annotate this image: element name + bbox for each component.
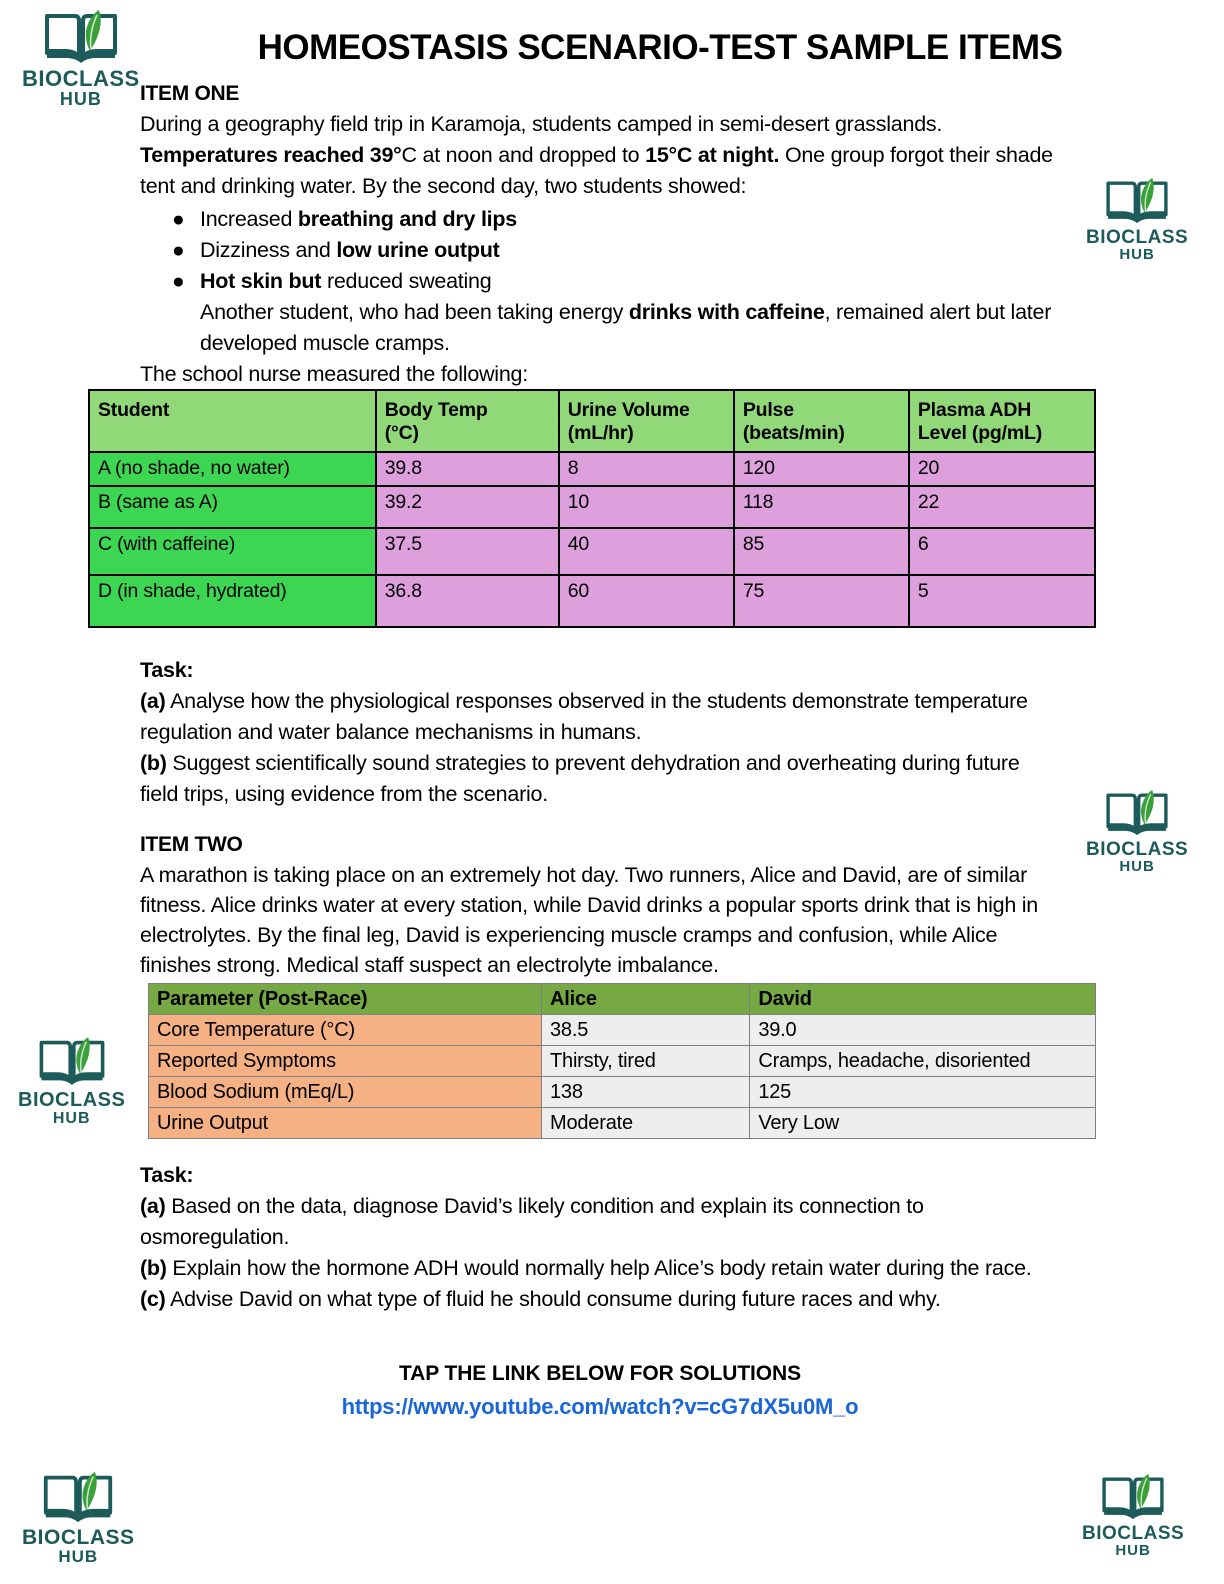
intro-temp-mid: C at noon and dropped to <box>401 143 646 167</box>
task-one-b-text: Suggest scientifically sound strategies to prevent dehydration and overheating during future field trips, using evidence from the scenario. <box>140 751 1020 806</box>
task-one-a <box>140 686 1060 748</box>
cell-body-temp: 36.8 <box>376 575 559 627</box>
cell-urine-volume: 40 <box>559 528 734 575</box>
col-student <box>89 390 376 452</box>
task-one-b-marker: (b) <box>140 751 167 775</box>
cell-pulse: 85 <box>734 528 909 575</box>
intro-temp-tail: One group forgot their shade tent and drinking water. By the second day, two students showed: <box>140 143 1053 198</box>
col-student-line1: Student <box>98 399 170 421</box>
cell-adh: 6 <box>909 528 1095 575</box>
cell-david: Cramps, headache, disoriented <box>750 1046 1096 1077</box>
cell-pulse: 120 <box>734 452 909 486</box>
task-one-a-marker: (a) <box>140 689 166 713</box>
cell-student: C (with caffeine) <box>89 528 376 575</box>
cell-pulse: 75 <box>734 575 909 627</box>
cell-parameter: Blood Sodium (mEq/L) <box>149 1077 542 1108</box>
table-row <box>89 575 1095 627</box>
bullet-dot-icon: ● <box>172 239 185 262</box>
bullet-bold: breathing and dry lips <box>297 207 517 231</box>
task-two-a-text: Based on the data, diagnose David’s likely condition and explain its connection to osmoregulation. <box>140 1194 924 1249</box>
item-one-intro <box>140 109 1055 202</box>
task-two-a-marker: (a) <box>140 1194 166 1218</box>
logo-wordmark: BIOCLASS <box>18 1089 126 1111</box>
bullet-tail: reduced sweating <box>321 269 492 293</box>
list-item <box>172 235 1055 266</box>
col-pulse-line1: Pulse <box>742 399 794 421</box>
book-leaf-icon <box>36 1035 108 1088</box>
col-urine-line2: (mL/hr) <box>567 422 634 444</box>
cell-student: B (same as A) <box>89 486 376 528</box>
cell-parameter: Reported Symptoms <box>149 1046 542 1077</box>
col-plasma-adh <box>909 390 1095 452</box>
logo-wordmark: BIOCLASS <box>1082 1523 1185 1544</box>
col-urine-line1: Urine Volume <box>567 399 690 421</box>
col-pulse-line2: (beats/min) <box>742 422 845 444</box>
table-row <box>89 452 1095 486</box>
cell-david: Very Low <box>750 1108 1096 1139</box>
nurse-measurement-table <box>88 389 1096 628</box>
cell-alice: 138 <box>542 1077 750 1108</box>
cell-parameter: Core Temperature (°C) <box>149 1015 542 1046</box>
table-row <box>149 1015 1096 1046</box>
list-item <box>172 204 1055 235</box>
logo-right-lower <box>1086 788 1188 876</box>
task-one-label: Task: <box>140 658 194 682</box>
caffeine-note-a: Another student, who had been taking energy <box>200 300 629 324</box>
item-one-section <box>140 82 1055 390</box>
bullet-bold: Hot skin but <box>200 269 322 293</box>
cell-urine-volume: 60 <box>559 575 734 627</box>
cell-adh: 22 <box>909 486 1095 528</box>
task-two-c <box>140 1284 1060 1315</box>
col-urine-volume <box>559 390 734 452</box>
task-two-block <box>140 1160 1060 1315</box>
logo-subtext: HUB <box>58 1547 99 1566</box>
intro-line-1: During a geography field trip in Karamoja, students camped in semi-desert grasslands. <box>140 112 943 136</box>
cell-body-temp: 39.8 <box>376 452 559 486</box>
bullet-plain: Increased <box>200 207 298 231</box>
cell-student: A (no shade, no water) <box>89 452 376 486</box>
item-one-symptom-list <box>140 204 1055 297</box>
list-item <box>172 266 1055 297</box>
col-parameter: Parameter (Post-Race) <box>149 984 542 1015</box>
task-one-block <box>140 655 1060 810</box>
table-one-body <box>89 452 1095 627</box>
bullet-bold: low urine output <box>336 238 500 262</box>
item-one-heading: ITEM ONE <box>140 82 240 105</box>
logo-middle-left <box>18 1035 125 1128</box>
col-body-temp-line2: (°C) <box>384 422 419 444</box>
cell-alice: Moderate <box>542 1108 750 1139</box>
cell-parameter: Urine Output <box>149 1108 542 1139</box>
logo-wordmark: BIOCLASS <box>1086 227 1189 248</box>
task-two-b <box>140 1253 1060 1284</box>
caffeine-note-bold: drinks with caffeine <box>628 300 825 324</box>
table-header-row <box>149 984 1096 1015</box>
col-pulse <box>734 390 909 452</box>
col-alice: Alice <box>542 984 750 1015</box>
logo-subtext: HUB <box>1119 246 1155 263</box>
caffeine-note-c: , remained alert but later developed muscle cramps. <box>200 300 1052 355</box>
table-row <box>89 486 1095 528</box>
cell-adh: 20 <box>909 452 1095 486</box>
book-leaf-icon <box>41 8 121 66</box>
table-row <box>149 1077 1096 1108</box>
logo-wordmark: BIOCLASS <box>1086 839 1189 860</box>
cell-alice: 38.5 <box>542 1015 750 1046</box>
logo-subtext: HUB <box>1115 1542 1151 1559</box>
task-two-c-marker: (c) <box>140 1287 166 1311</box>
item-two-heading: ITEM TWO <box>140 833 243 856</box>
item-one-caffeine-note <box>140 297 1055 359</box>
task-one-a-text: Analyse how the physiological responses observed in the students demonstrate temperature regulation and water balance mechanisms in humans. <box>140 689 1028 744</box>
cell-adh: 5 <box>909 575 1095 627</box>
task-two-b-text: Explain how the hormone ADH would normally help Alice’s body retain water during the race. <box>166 1256 1032 1280</box>
col-david: David <box>750 984 1096 1015</box>
task-one-b <box>140 748 1060 810</box>
logo-subtext: HUB <box>1119 858 1155 875</box>
col-body-temp <box>376 390 559 452</box>
nurse-measurement-line: The school nurse measured the following: <box>140 362 528 386</box>
logo-bottom-left <box>22 1470 135 1567</box>
cell-body-temp: 37.5 <box>376 528 559 575</box>
logo-subtext: HUB <box>59 89 102 109</box>
col-body-temp-line1: Body Temp <box>384 399 488 421</box>
table-one-container <box>88 389 1096 628</box>
book-leaf-icon <box>1103 788 1171 838</box>
book-leaf-icon <box>1103 176 1171 226</box>
cell-urine-volume: 10 <box>559 486 734 528</box>
cell-alice: Thirsty, tired <box>542 1046 750 1077</box>
table-row <box>89 528 1095 575</box>
cell-student: D (in shade, hydrated) <box>89 575 376 627</box>
cell-david: 125 <box>750 1077 1096 1108</box>
intro-temp-bold-a: Temperatures reached 39° <box>140 143 402 167</box>
solutions-cta-text: TAP THE LINK BELOW FOR SOLUTIONS <box>398 1362 801 1385</box>
logo-wordmark: BIOCLASS <box>22 66 140 91</box>
table-two-body <box>149 1015 1096 1139</box>
item-two-paragraph: A marathon is taking place on an extremely hot day. Two runners, Alice and David, are of similar fitness. Alice drinks water at every station, while David drinks a popular sports drink that is high in electrolytes. By the final leg, David is experiencing muscle cramps and confusion, while Alice finishes strong. Medical staff suspect an electrolyte imbalance. <box>140 863 1038 977</box>
task-two-a <box>140 1191 1060 1253</box>
intro-temp-bold-b: 15°C at night. <box>645 143 780 167</box>
post-race-comparison-table <box>148 983 1096 1139</box>
solutions-video-link[interactable]: https://www.youtube.com/watch?v=cG7dX5u0M_o <box>341 1394 859 1419</box>
table-row <box>149 1046 1096 1077</box>
table-row <box>149 1108 1096 1139</box>
logo-wordmark: BIOCLASS <box>22 1526 135 1549</box>
cell-pulse: 118 <box>734 486 909 528</box>
logo-right-upper <box>1086 176 1188 264</box>
col-adh-line1: Plasma ADH <box>917 399 1032 421</box>
cell-david: 39.0 <box>750 1015 1096 1046</box>
book-leaf-icon <box>1099 1472 1167 1522</box>
col-adh-line2: Level (pg/mL) <box>917 422 1043 444</box>
bullet-dot-icon: ● <box>172 270 185 293</box>
task-two-c-text: Advise David on what type of fluid he should consume during future races and why. <box>165 1287 941 1311</box>
item-two-section <box>140 833 1060 980</box>
table-two-header <box>149 984 1096 1015</box>
table-one-header <box>89 390 1095 452</box>
cell-body-temp: 39.2 <box>376 486 559 528</box>
page-title: HOMEOSTASIS SCENARIO-TEST SAMPLE ITEMS <box>257 28 1063 67</box>
task-two-label: Task: <box>140 1163 194 1187</box>
logo-top-left <box>22 8 140 110</box>
logo-subtext: HUB <box>52 1110 91 1127</box>
task-two-b-marker: (b) <box>140 1256 167 1280</box>
bullet-dot-icon: ● <box>172 208 185 231</box>
logo-bottom-right <box>1082 1472 1184 1560</box>
bullet-plain: Dizziness and <box>200 238 337 262</box>
table-header-row <box>89 390 1095 452</box>
table-two-container <box>148 983 1096 1139</box>
book-leaf-icon <box>40 1470 116 1525</box>
cell-urine-volume: 8 <box>559 452 734 486</box>
